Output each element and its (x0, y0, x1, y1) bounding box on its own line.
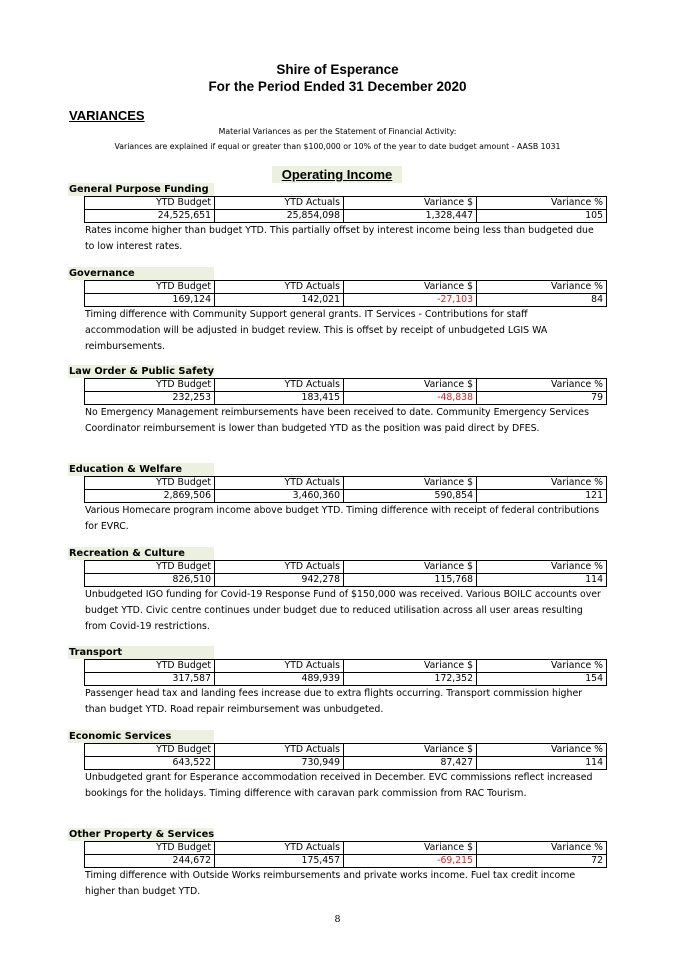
col-header-variance-pct: Variance % (477, 561, 607, 574)
table-row (85, 490, 607, 503)
variance-pct-value: 72 (477, 855, 607, 868)
col-header-variance-pct: Variance % (477, 842, 607, 855)
section-general-purpose-funding (68, 183, 608, 255)
section-heading: Other Property & Services (69, 829, 215, 840)
variance-dollar-value: 1,328,447 (344, 210, 477, 223)
table-header-row (85, 842, 607, 855)
col-header-variance-pct: Variance % (477, 379, 607, 392)
document-title: Shire of Esperance (276, 62, 399, 77)
ytd-budget-value: 643,522 (85, 757, 215, 770)
variance-table (84, 280, 607, 307)
variance-table (84, 841, 607, 868)
variance-dollar-value: 115,768 (344, 574, 477, 587)
col-header-ytd-actuals: YTD Actuals (215, 197, 344, 210)
ytd-budget-value: 2,869,506 (85, 490, 215, 503)
section-economic-services (68, 730, 608, 802)
variance-pct-value: 79 (477, 392, 607, 405)
section-governance (68, 267, 608, 355)
variance-dollar-value: -27,103 (344, 294, 477, 307)
section-heading: Recreation & Culture (68, 547, 214, 560)
col-header-ytd-actuals: YTD Actuals (215, 379, 344, 392)
section-heading: Education & Welfare (68, 463, 214, 476)
variance-table (84, 196, 607, 223)
col-header-ytd-actuals: YTD Actuals (215, 561, 344, 574)
ytd-actuals-value: 175,457 (215, 855, 344, 868)
section-heading: Economic Services (68, 730, 214, 743)
table-header-row (85, 477, 607, 490)
col-header-ytd-actuals: YTD Actuals (215, 842, 344, 855)
variance-pct-value: 114 (477, 574, 607, 587)
col-header-ytd-budget: YTD Budget (85, 197, 215, 210)
ytd-budget-value: 24,525,651 (85, 210, 215, 223)
col-header-ytd-budget: YTD Budget (85, 561, 215, 574)
section-heading: Transport (68, 646, 214, 659)
variance-explanation: No Emergency Management reimbursements have been received to date. Community Emergency Services Coordinator reimbursement is lower than budgeted YTD as the position was paid direct by DFES. (85, 407, 589, 434)
ytd-actuals-value: 730,949 (215, 757, 344, 770)
col-header-ytd-budget: YTD Budget (85, 660, 215, 673)
operating-income-title: Operating Income (272, 166, 402, 183)
variance-explanation: Unbudgeted IGO funding for Covid-19 Response Fund of $150,000 was received. Various BOILC accounts over budget YTD. Civic centre continues under budget due to reduced utilisation across all user areas resulting from Covid-19 restrictions. (85, 589, 601, 632)
variance-explanation: Unbudgeted grant for Esperance accommodation received in December. EVC commissions reflect increased bookings for the holidays. Timing difference with caravan park commission from RAC Tourism. (85, 772, 593, 799)
ytd-actuals-value: 3,460,360 (215, 490, 344, 503)
table-header-row (85, 197, 607, 210)
table-header-row (85, 561, 607, 574)
ytd-actuals-value: 25,854,098 (215, 210, 344, 223)
variance-explanation: Passenger head tax and landing fees increase due to extra flights occurring. Transport commission higher than budget YTD. Road repair reimbursement was unbudgeted. (85, 688, 583, 715)
page-number: 8 (334, 914, 341, 925)
col-header-variance-dollar: Variance $ (344, 379, 477, 392)
table-header-row (85, 379, 607, 392)
table-row (85, 574, 607, 587)
col-header-ytd-actuals: YTD Actuals (215, 281, 344, 294)
col-header-ytd-budget: YTD Budget (85, 379, 215, 392)
col-header-variance-pct: Variance % (477, 197, 607, 210)
table-row (85, 210, 607, 223)
table-header-row (85, 660, 607, 673)
table-row (85, 855, 607, 868)
variance-pct-value: 84 (477, 294, 607, 307)
variance-dollar-value: 590,854 (344, 490, 477, 503)
col-header-ytd-budget: YTD Budget (85, 477, 215, 490)
table-row (85, 294, 607, 307)
table-row (85, 757, 607, 770)
ytd-actuals-value: 942,278 (215, 574, 344, 587)
col-header-ytd-budget: YTD Budget (85, 744, 215, 757)
ytd-actuals-value: 183,415 (215, 392, 344, 405)
section-recreation-culture (68, 547, 608, 635)
variance-table (84, 378, 607, 405)
variance-table (84, 659, 607, 686)
variances-note-line-2: Variances are explained if equal or greater than $100,000 or 10% of the year to date budget amount - AASB 1031 (114, 142, 561, 151)
col-header-variance-pct: Variance % (477, 477, 607, 490)
col-header-variance-pct: Variance % (477, 660, 607, 673)
table-row (85, 392, 607, 405)
variance-table (84, 560, 607, 587)
variance-dollar-value: 87,427 (344, 757, 477, 770)
col-header-variance-pct: Variance % (477, 744, 607, 757)
col-header-variance-dollar: Variance $ (344, 477, 477, 490)
table-header-row (85, 281, 607, 294)
col-header-ytd-actuals: YTD Actuals (215, 660, 344, 673)
table-row (85, 673, 607, 686)
section-heading: General Purpose Funding (68, 183, 214, 196)
table-header-row (85, 744, 607, 757)
col-header-variance-dollar: Variance $ (344, 660, 477, 673)
variance-pct-value: 114 (477, 757, 607, 770)
section-heading: Governance (68, 267, 214, 280)
variance-explanation: Timing difference with Outside Works reimbursements and private works income. Fuel tax credit income higher than budget YTD. (85, 870, 576, 897)
col-header-ytd-budget: YTD Budget (85, 842, 215, 855)
variance-pct-value: 105 (477, 210, 607, 223)
section-law-order-public-safety (68, 365, 608, 437)
col-header-variance-dollar: Variance $ (344, 561, 477, 574)
variance-pct-value: 154 (477, 673, 607, 686)
variance-dollar-value: -48,838 (344, 392, 477, 405)
variance-table (84, 743, 607, 770)
section-other-property-services (68, 828, 608, 900)
section-education-welfare (68, 463, 608, 535)
variance-table (84, 476, 607, 503)
col-header-ytd-actuals: YTD Actuals (215, 477, 344, 490)
col-header-ytd-budget: YTD Budget (85, 281, 215, 294)
section-transport (68, 646, 608, 718)
section-heading: Law Order & Public Safety (69, 366, 215, 377)
ytd-actuals-value: 489,939 (215, 673, 344, 686)
variance-dollar-value: 172,352 (344, 673, 477, 686)
variance-explanation: Timing difference with Community Support general grants. IT Services - Contributions for staff accommodation will be adjusted in budget review. This is offset by receipt of unbudgeted LGIS WA reimbursements. (85, 309, 548, 352)
col-header-variance-dollar: Variance $ (344, 842, 477, 855)
ytd-budget-value: 317,587 (85, 673, 215, 686)
ytd-actuals-value: 142,021 (215, 294, 344, 307)
document-subtitle: For the Period Ended 31 December 2020 (208, 79, 467, 94)
variances-heading: VARIANCES (69, 108, 145, 123)
variances-note-line-1: Material Variances as per the Statement of Financial Activity: (218, 127, 457, 136)
variance-explanation: Various Homecare program income above budget YTD. Timing difference with receipt of federal contributions for EVRC. (85, 505, 600, 532)
variance-dollar-value: -69,215 (344, 855, 477, 868)
col-header-variance-dollar: Variance $ (344, 744, 477, 757)
variance-pct-value: 121 (477, 490, 607, 503)
col-header-variance-dollar: Variance $ (344, 281, 477, 294)
ytd-budget-value: 244,672 (85, 855, 215, 868)
col-header-variance-pct: Variance % (477, 281, 607, 294)
ytd-budget-value: 169,124 (85, 294, 215, 307)
col-header-variance-dollar: Variance $ (344, 197, 477, 210)
variance-explanation: Rates income higher than budget YTD. This partially offset by interest income being less than budgeted due to low interest rates. (85, 225, 594, 252)
ytd-budget-value: 826,510 (85, 574, 215, 587)
ytd-budget-value: 232,253 (85, 392, 215, 405)
col-header-ytd-actuals: YTD Actuals (215, 744, 344, 757)
